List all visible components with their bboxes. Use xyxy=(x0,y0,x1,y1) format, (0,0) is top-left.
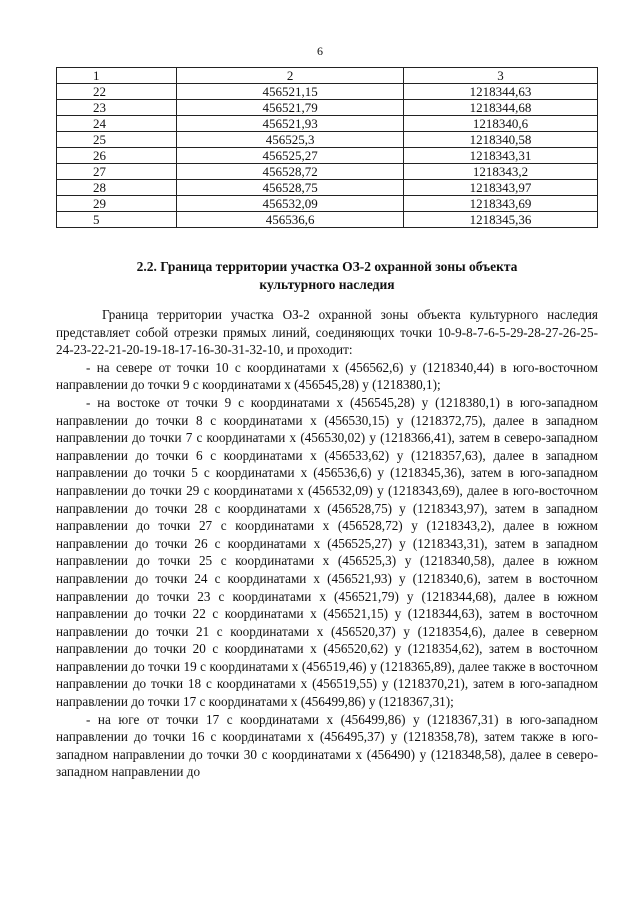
table-row xyxy=(57,100,598,116)
table-row xyxy=(57,196,598,212)
table-header-row xyxy=(57,68,598,84)
east-boundary-paragraph: - на востоке от точки 9 с координатами x (456545,28) y (1218380,1) в юго-западном направлении до точки 8 с координатами x (456530,15) y (1218372,75), далее в западном направлении до точки 7 с координатами x (456530,02) y (1218366,41), затем в северо-западном направлении до точки 6 с координатами x (456533,62) y (1218357,63), далее в западном направлении до точки 5 с координатами x (456536,6) y (1218345,36), затем в юго-западном направлении до точки 29 с координатами x (456532,09) y (1218343,69), далее в юго-восточном направлении до точки 28 с координатами x (456528,75) y (1218343,97), затем в западном направлении до точки 27 с координатами x (456528,72) y (1218343,2), далее в южном направлении до точки 26 с координатами x (456525,27) y (1218343,31), затем в западном направлении до точки 25 с координатами x (456525,3) y (1218340,58), далее в южном направлении до точки 24 с координатами x (456521,93) y (1218340,6), затем в восточном направлении до точки 23 с координатами x (456521,79) y (1218344,68), далее в южном направлении до точки 22 с координатами x (456521,15) y (1218344,63), затем в восточном направлении до точки 21 с координатами x (456520,37) y (1218354,6), далее в северном направлении до точки 20 с координатами x (456520,62) y (1218354,62), затем в восточном направлении до точки 19 с координатами x (456519,46) y (1218365,89), далее также в восточном направлении до точки 18 с координатами x (456519,55) y (1218370,21), затем в юго-западном направлении до точки 17 с координатами x (456499,86) y (1218367,31); xyxy=(56,394,598,710)
x-coordinate-cell: 456521,79 xyxy=(177,100,404,116)
table-row xyxy=(57,116,598,132)
y-coordinate-cell: 1218343,2 xyxy=(403,164,597,180)
y-coordinate-cell: 1218343,97 xyxy=(403,180,597,196)
x-coordinate-cell: 456525,3 xyxy=(177,132,404,148)
x-coordinate-cell: 456528,72 xyxy=(177,164,404,180)
point-number-cell: 26 xyxy=(57,148,177,164)
y-coordinate-cell: 1218344,68 xyxy=(403,100,597,116)
table-row xyxy=(57,212,598,228)
table-header-cell: 2 xyxy=(177,68,404,84)
point-number-cell: 27 xyxy=(57,164,177,180)
point-number-cell: 23 xyxy=(57,100,177,116)
table-row xyxy=(57,84,598,100)
coordinates-table xyxy=(56,67,598,228)
x-coordinate-cell: 456536,6 xyxy=(177,212,404,228)
x-coordinate-cell: 456528,75 xyxy=(177,180,404,196)
point-number-cell: 22 xyxy=(57,84,177,100)
point-number-cell: 28 xyxy=(57,180,177,196)
point-number-cell: 5 xyxy=(57,212,177,228)
point-number-cell: 29 xyxy=(57,196,177,212)
table-row xyxy=(57,164,598,180)
y-coordinate-cell: 1218343,69 xyxy=(403,196,597,212)
section-heading-line: культурного наследия xyxy=(259,277,395,292)
y-coordinate-cell: 1218340,58 xyxy=(403,132,597,148)
section-heading-line: 2.2. Граница территории участка ОЗ-2 охранной зоны объекта xyxy=(136,259,518,274)
table-header-cell: 1 xyxy=(57,68,177,84)
section-heading xyxy=(56,258,598,294)
y-coordinate-cell: 1218343,31 xyxy=(403,148,597,164)
x-coordinate-cell: 456525,27 xyxy=(177,148,404,164)
table-header-cell: 3 xyxy=(403,68,597,84)
x-coordinate-cell: 456521,93 xyxy=(177,116,404,132)
section-body xyxy=(56,306,598,781)
table-row xyxy=(57,132,598,148)
point-number-cell: 25 xyxy=(57,132,177,148)
table-row xyxy=(57,180,598,196)
point-number-cell: 24 xyxy=(57,116,177,132)
x-coordinate-cell: 456521,15 xyxy=(177,84,404,100)
y-coordinate-cell: 1218340,6 xyxy=(403,116,597,132)
intro-paragraph: Граница территории участка ОЗ-2 охранной зоны объекта культурного наследия представляет собой отрезки прямых линий, соединяющих точки 10-9-8-7-6-5-29-28-27-26-25-24-23-22-21-20-19-18-17-16-30-31-32-10, и проходит: xyxy=(56,307,598,358)
table-row xyxy=(57,148,598,164)
south-boundary-paragraph: - на юге от точки 17 с координатами x (456499,86) y (1218367,31) в юго-западном направлении до точки 16 с координатами x (456495,37) y (1218358,78), затем также в юго-западном направлении до точки 30 с координатами x (456490) y (1218348,58), далее в северо-западном направлении до xyxy=(56,711,598,780)
y-coordinate-cell: 1218344,63 xyxy=(403,84,597,100)
page-number: 6 xyxy=(317,44,323,58)
x-coordinate-cell: 456532,09 xyxy=(177,196,404,212)
y-coordinate-cell: 1218345,36 xyxy=(403,212,597,228)
north-boundary-paragraph: - на севере от точки 10 с координатами x (456562,6) y (1218340,44) в юго-восточном направлении до точки 9 с координатами x (456545,28) y (1218380,1); xyxy=(56,359,598,393)
